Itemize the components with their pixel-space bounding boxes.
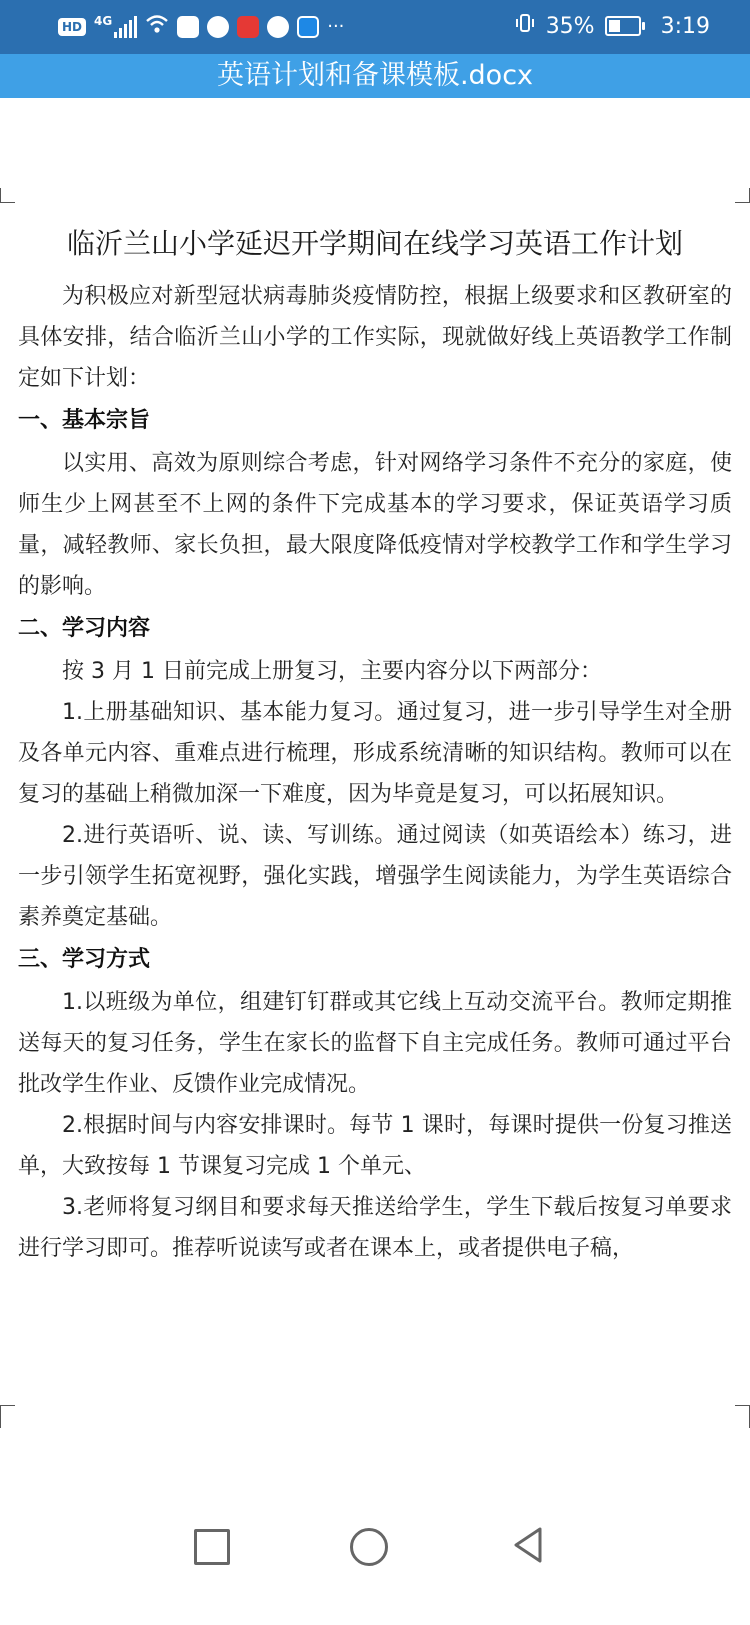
paragraph: 以实用、高效为原则综合考虑，针对网络学习条件不充分的家庭，使师生少上网甚至不上网的条件下完成基本的学习要求，保证英语学习质量，减轻教师、家长负担，最大限度降低疫情对学校教学工作和学生学习的影响。 [18, 451, 732, 599]
baidu-icon [177, 16, 199, 38]
paragraph: 1.以班级为单位，组建钉钉群或其它线上互动交流平台。教师定期推送每天的复习任务，学生在家长的监督下自主完成任务。教师可通过平台批改学生作业、反馈作业完成情况。 [18, 990, 732, 1097]
document-title-bar[interactable]: 英语计划和备课模板.docx [0, 54, 750, 98]
paragraph: 1.上册基础知识、基本能力复习。通过复习，进一步引导学生对全册及各单元内容、重难点进行梳理，形成系统清晰的知识结构。教师可以在复习的基础上稍微加深一下难度，因为毕竟是复习，可以拓展知识。 [18, 700, 732, 807]
paragraph: 3.老师将复习纲目和要求每天推送给学生，学生下载后按复习单要求进行学习即可。推荐听说读写或者在课本上，或者提供电子稿， [18, 1195, 732, 1261]
document-heading: 临沂兰山小学延迟开学期间在线学习英语工作计划 [66, 227, 683, 260]
navigation-bar [0, 1485, 750, 1625]
section-heading: 一、基本宗旨 [18, 408, 151, 433]
alipay-icon [297, 16, 319, 38]
vibrate-icon [514, 12, 536, 40]
page-corner-mark [735, 188, 750, 203]
section-heading: 二、学习内容 [18, 616, 151, 641]
status-left [58, 14, 344, 39]
clock: 3:19 [660, 13, 710, 39]
battery-icon [605, 16, 641, 36]
red-book-icon [237, 16, 259, 38]
app-icon [207, 16, 229, 38]
document-page[interactable] [18, 188, 732, 1428]
document-blocks [18, 276, 732, 1269]
paragraph: 为积极应对新型冠状病毒肺炎疫情防控，根据上级要求和区教研室的具体安排，结合临沂兰山小学的工作实际，现就做好线上英语教学工作制定如下计划： [18, 284, 732, 391]
page-corner-mark [735, 1405, 750, 1428]
network-type: 4G [94, 13, 113, 28]
page-corner-mark [0, 1405, 15, 1428]
back-button[interactable] [510, 1525, 552, 1567]
home-button[interactable] [350, 1528, 388, 1566]
section-heading: 三、学习方式 [18, 947, 151, 972]
wifi-icon [145, 14, 169, 39]
paragraph: 按 3 月 1 日前完成上册复习，主要内容分以下两部分： [62, 659, 602, 684]
signal-icon [114, 16, 137, 38]
hd-icon: HD [58, 18, 86, 36]
recent-apps-button[interactable] [194, 1529, 230, 1565]
page-corner-mark [0, 188, 15, 203]
paragraph: 2.根据时间与内容安排课时。每节 1 课时，每课时提供一份复习推送单，大致按每 1 节课复习完成 1 个单元、 [18, 1113, 732, 1179]
battery-percent: 35% [545, 13, 595, 39]
status-bar [0, 0, 750, 54]
paragraph: 2.进行英语听、说、读、写训练。通过阅读（如英语绘本）练习，进一步引领学生拓宽视野，强化实践，增强学生阅读能力，为学生英语综合素养奠定基础。 [18, 823, 732, 930]
status-right [514, 12, 710, 40]
document-body [18, 226, 732, 1269]
browser-icon [267, 16, 289, 38]
more-icon: ··· [327, 16, 345, 37]
